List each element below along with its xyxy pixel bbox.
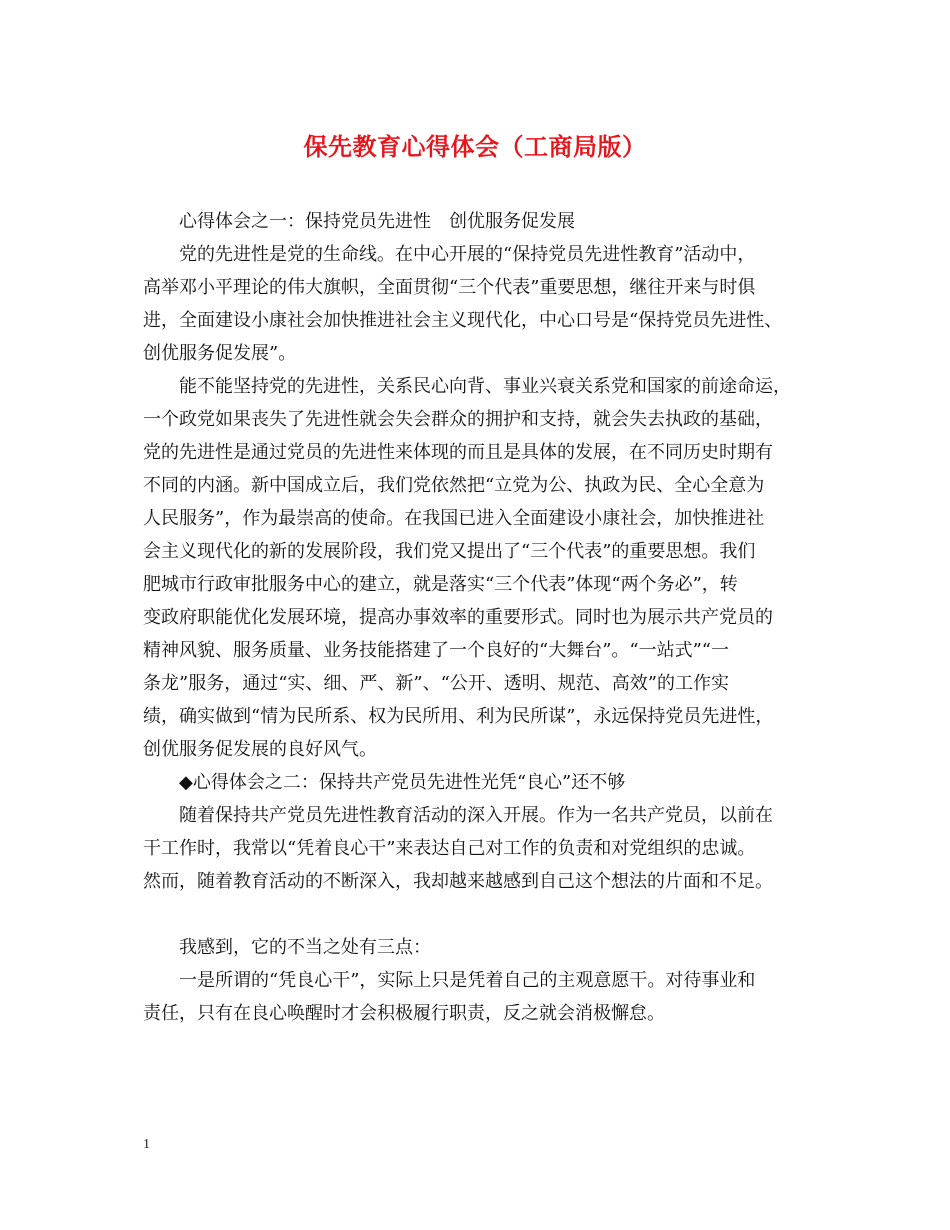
paragraph-line: 党的先进性是党的生命线。在中心开展的“保持党员先进性教育”活动中， — [179, 244, 756, 265]
paragraph-line: 一是所谓的“凭良心干”，实际上只是凭着自己的主观意愿干。对待事业和 — [179, 970, 756, 991]
paragraph-line: 一个政党如果丧失了先进性就会失会群众的拥护和支持，就会失去执政的基础， — [143, 409, 773, 430]
section-heading-1: 心得体会之一：保持党员先进性 创优服务促发展 — [179, 211, 575, 232]
paragraph-line: 我感到，它的不当之处有三点： — [179, 937, 431, 958]
paragraph-line: 条龙”服务，通过“实、细、严、新”、“公开、透明、规范、高效”的工作实 — [143, 673, 730, 694]
paragraph-line: 进，全面建设小康社会加快推进社会主义现代化，中心口号是“保持党员先进性、 — [143, 310, 783, 331]
paragraph-line: 变政府职能优化发展环境，提高办事效率的重要形式。同时也为展示共产党员的 — [143, 607, 773, 628]
paragraph-line: 创优服务促发展的良好风气。 — [143, 739, 377, 760]
page-number: 1 — [143, 1137, 150, 1152]
paragraph-line: 创优服务促发展”。 — [143, 343, 297, 364]
section-heading-2: ◆心得体会之二：保持共产党员先进性光凭“良心”还不够 — [179, 772, 626, 793]
paragraph-line: 党的先进性是通过党员的先进性来体现的而且是具体的发展，在不同历史时期有 — [143, 442, 773, 463]
paragraph-line: 责任，只有在良心唤醒时才会积极履行职责，反之就会消极懈怠。 — [143, 1003, 665, 1024]
paragraph-line: 肥城市行政审批服务中心的建立，就是落实“三个代表”体现“两个务必”，转 — [143, 574, 738, 595]
paragraph-line: 高举邓小平理论的伟大旗帜，全面贯彻“三个代表”重要思想，继往开来与时俱 — [143, 277, 756, 298]
paragraph-line: 随着保持共产党员先进性教育活动的深入开展。作为一名共产党员，以前在 — [179, 805, 773, 826]
paragraph-line: 能不能坚持党的先进性，关系民心向背、事业兴衰关系党和国家的前途命运， — [179, 376, 791, 397]
paragraph-line: 会主义现代化的新的发展阶段，我们党又提出了“三个代表”的重要思想。我们 — [143, 541, 756, 562]
paragraph-line: 不同的内涵。新中国成立后，我们党依然把“立党为公、执政为民、全心全意为 — [143, 475, 765, 496]
paragraph-line: 绩，确实做到“情为民所系、权为民所用、利为民所谋”，永远保持党员先进性， — [143, 706, 774, 727]
blank-line — [143, 898, 833, 931]
paragraph-line: 人民服务”，作为最崇高的使命。在我国已进入全面建设小康社会，加快推进社 — [143, 508, 765, 529]
paragraph-line: 精神风貌、服务质量、业务技能搭建了一个良好的“大舞台”。“一站式”“一 — [143, 640, 730, 661]
paragraph-line: 干工作时，我常以“凭着良心干”来表达自己对工作的负责和对党组织的忠诚。 — [143, 838, 756, 859]
document-body — [143, 205, 833, 1030]
paragraph-line: 然而，随着教育活动的不断深入，我却越来越感到自己这个想法的片面和不足。 — [143, 871, 773, 892]
document-title: 保先教育心得体会（工商局版） — [303, 132, 647, 161]
